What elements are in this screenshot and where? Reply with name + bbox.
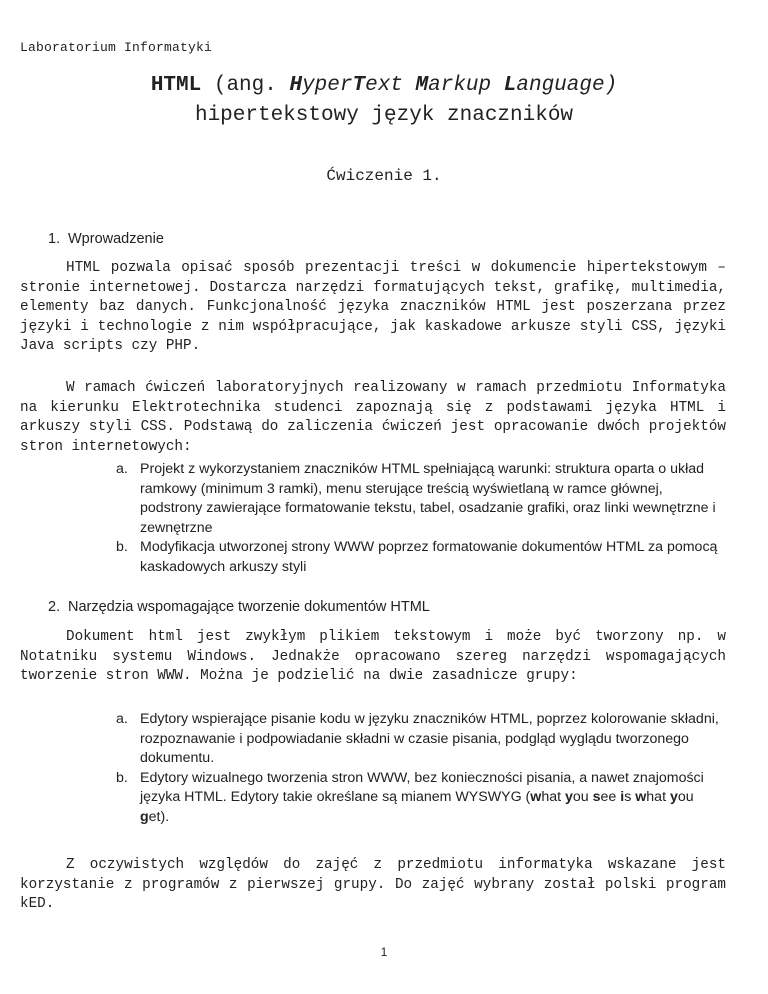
title-anguage: anguage)	[516, 74, 618, 97]
list-marker: b.	[116, 539, 128, 556]
section-heading-1	[48, 229, 164, 249]
title-h: H	[289, 74, 303, 97]
list-marker: a.	[116, 461, 128, 477]
wysiwyg-w2: w	[635, 789, 647, 806]
section-title: Wprowadzenie	[68, 231, 164, 247]
wysiwyg-y: y	[565, 789, 573, 806]
list-item	[116, 460, 726, 538]
wysiwyg-g: g	[140, 808, 149, 825]
wysiwyg-ou: ou	[572, 789, 593, 806]
title-html: HTML	[150, 74, 202, 97]
title-l: L	[503, 74, 517, 97]
title-yper: yper	[302, 74, 353, 97]
wysiwyg-s: s	[592, 789, 601, 806]
paragraph-intro: HTML pozwala opisać sposób prezentacji treści w dokumencie hipertekstowym – stronie internetowej. Dostarcza narzędzi formatujących tekst, grafikę, multimedia, elementy baz danych. Funkcjonalność języka znaczników HTML jest poszerzana przez języki i technologie z nim współpracujące, jak kaskadowe arkusze styli CSS, języki Java scripts czy PHP.	[20, 260, 726, 355]
wysiwyg-hat2: hat	[646, 789, 670, 806]
section-heading-2	[48, 597, 430, 617]
wysiwyg-hat: hat	[541, 789, 565, 806]
title-line-1	[0, 71, 768, 101]
title-line-2: hipertekstowy język znaczników	[194, 104, 574, 127]
wysiwyg-et: et).	[148, 808, 170, 825]
section-number: 1.	[48, 231, 61, 247]
section-number: 2.	[48, 599, 61, 615]
wysiwyg-s2: s	[624, 789, 636, 806]
wysiwyg-y2: y	[669, 789, 678, 806]
list-marker: b.	[116, 769, 128, 786]
title-m: M	[415, 74, 429, 97]
list-item	[116, 769, 726, 828]
page-header: Laboratorium Informatyki	[20, 40, 213, 55]
wysiwyg-ee: ee	[600, 789, 621, 806]
list-item-text: Modyfikacja utworzonej strony WWW poprzez formatowanie dokumentów HTML za pomocą kaskadowych arkuszy styli	[140, 539, 718, 575]
title-arkup: arkup	[428, 74, 504, 97]
list-item-text: Edytory wspierające pisanie kodu w języku znaczników HTML, poprzez kolorowanie składni, rozpoznawanie i podpowiadanie składni w czasie pisania, podgląd wyglądu tworzonego dokumentu.	[140, 711, 719, 767]
list-item	[116, 710, 726, 769]
list-item-text: Projekt z wykorzystaniem znaczników HTML spełniającą warunki: struktura oparta o układ ramkowy (minimum 3 ramki), menu sterujące treścią wyświetlaną w ramce głównej, podstrony zawierające formatowanie tekstu, tabel, osadzanie grafiki, oraz linki wewnętrzne i zewnętrzne	[140, 461, 716, 536]
title-ang: (ang.	[201, 74, 290, 97]
paragraph-tools: Dokument html jest zwykłym plikiem tekstowym i może być tworzony np. w Notatniku systemu Windows. Jednakże opracowano szereg narzędzi wspomagających tworzenie stron WWW. Można je podzielić na dwie zasadnicze grupy:	[20, 629, 726, 685]
list-marker: a.	[116, 711, 128, 727]
paragraph-lab-scope: W ramach ćwiczeń laboratoryjnych realizowany w ramach przedmiotu Informatyka na kierunku Elektrotechnika studenci zapoznają się z podstawami języka HTML i arkuszy styli CSS. Podstawą do zaliczenia ćwiczeń jest opracowanie dwóch projektów stron internetowych:	[20, 380, 726, 455]
project-requirements-list	[116, 460, 726, 578]
page-number: 1	[380, 945, 388, 959]
title-ext: ext	[365, 74, 416, 97]
document-title	[0, 71, 768, 131]
title-t: T	[352, 74, 366, 97]
list-item	[116, 538, 726, 577]
list-item-text: Edytory wizualnego tworzenia stron WWW, bez konieczności pisania, a nawet znajomości języka HTML. Edytory takie określane są mianem WYSWYG (	[140, 769, 704, 806]
wysiwyg-w: w	[530, 789, 542, 806]
editor-groups-list	[116, 710, 726, 828]
section-title: Narzędzia wspomagające tworzenie dokumentów HTML	[68, 599, 430, 615]
wysiwyg-i: i	[620, 789, 625, 806]
wysiwyg-ou2: ou	[677, 789, 694, 806]
exercise-subtitle: Ćwiczenie 1.	[326, 167, 442, 185]
paragraph-conclusion: Z oczywistych względów do zajęć z przedmiotu informatyka wskazane jest korzystanie z programów z pierwszej grupy. Do zajęć wybrany został polski program kED.	[20, 857, 726, 913]
